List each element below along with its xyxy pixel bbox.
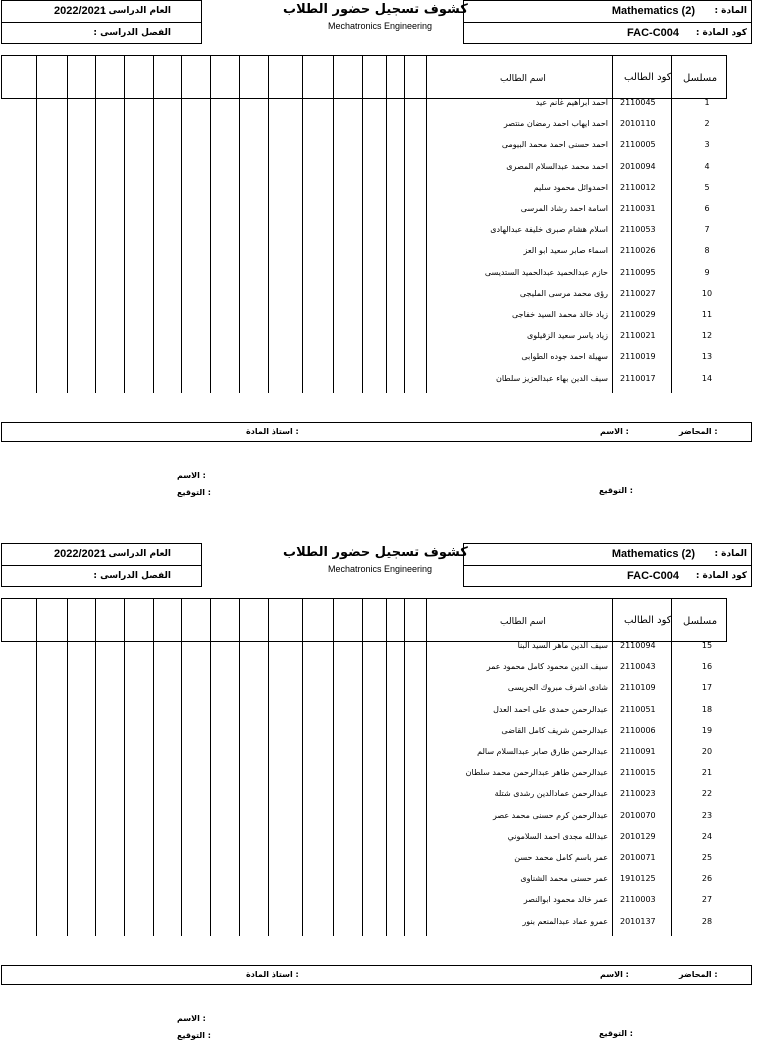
department-name: Mechatronics Engineering <box>328 21 433 31</box>
attendance-column-divider <box>210 598 211 936</box>
column-student-code: كود الطالب <box>624 615 672 626</box>
student-name: سيف الدين بهاء عبدالعزيز سلطان <box>495 373 608 383</box>
student-name: عبدالله مجدى احمد السلاموني <box>507 831 608 841</box>
table-row <box>0 892 740 913</box>
attendance-column-divider <box>671 55 672 393</box>
student-code: 2110012 <box>620 182 656 192</box>
column-serial: مسلسل <box>683 73 718 84</box>
student-code: 2110006 <box>620 725 656 735</box>
student-serial: 27 <box>701 895 713 905</box>
table-row <box>0 702 740 723</box>
attendance-column-divider <box>362 598 363 936</box>
student-code: 2110109 <box>620 683 656 693</box>
student-code: 2110029 <box>620 310 656 319</box>
column-serial: مسلسل <box>683 616 718 627</box>
table-row <box>0 286 740 307</box>
attendance-column-divider <box>268 598 269 936</box>
student-name: احمدوائل محمود سليم <box>533 182 608 192</box>
table-row <box>0 159 740 180</box>
sheet-title: كشوف تسجيل حضور الطلاب <box>283 2 468 17</box>
lecturer-label: المحاضر : <box>679 970 718 979</box>
column-student-code: كود الطالب <box>624 72 672 83</box>
student-code: 2110094 <box>620 641 656 650</box>
attendance-column-divider <box>67 598 68 936</box>
department-name: Mechatronics Engineering <box>328 564 433 574</box>
student-name: اسلام هشام صبرى خليفة عبدالهادى <box>490 225 608 235</box>
academic-year-value: 2022/2021 <box>54 5 106 17</box>
student-serial: 21 <box>701 768 713 778</box>
student-name: رؤى محمد مرسى المليجى <box>519 288 608 298</box>
student-code: 2110045 <box>620 98 656 107</box>
student-name: عبدالرحمن طاهر عبدالرحمن محمد سلطان <box>465 768 608 778</box>
attendance-column-divider <box>95 598 96 936</box>
attendance-column-divider <box>181 55 182 393</box>
student-name: شادى اشرف مبروك الجريسى <box>507 683 608 693</box>
professor-name-label: الاسم : <box>177 471 206 480</box>
attendance-column-divider <box>612 598 613 936</box>
student-serial: 4 <box>704 161 710 171</box>
table-row <box>0 243 740 264</box>
student-serial: 25 <box>701 853 713 862</box>
attendance-column-divider <box>404 55 405 393</box>
table-row <box>0 786 740 807</box>
student-serial: 7 <box>704 225 710 235</box>
attendance-column-divider <box>386 55 387 393</box>
student-code: 2110031 <box>620 204 656 213</box>
student-serial: 20 <box>701 747 713 756</box>
subject-value: Mathematics (2) <box>611 5 695 17</box>
student-name: حازم عبدالحميد عبدالحميد الستديسى <box>484 267 608 277</box>
table-header <box>1 55 727 99</box>
student-code: 2010071 <box>620 853 656 862</box>
attendance-column-divider <box>239 598 240 936</box>
table-row <box>0 201 740 222</box>
student-serial: 11 <box>701 310 713 319</box>
student-serial: 22 <box>701 789 713 799</box>
table-row <box>0 723 740 744</box>
sheet-title: كشوف تسجيل حضور الطلاب <box>283 545 468 560</box>
course-code-value: FAC-C004 <box>627 27 679 39</box>
attendance-column-divider <box>124 598 125 936</box>
student-code: 2110005 <box>620 140 656 150</box>
attendance-column-divider <box>362 55 363 393</box>
lecturer-signature-label: التوقيع : <box>599 486 633 495</box>
student-name: سيف الدين محمود كامل محمود عمر <box>486 662 608 672</box>
lecturer-label: المحاضر : <box>679 427 718 436</box>
student-name: احمد محمد عبدالسلام المصرى <box>506 161 608 171</box>
table-row <box>0 307 740 328</box>
student-name: عمر خالد محمود ابوالنصر <box>523 895 608 905</box>
attendance-column-divider <box>210 55 211 393</box>
student-serial: 18 <box>701 704 713 714</box>
table-row <box>0 328 740 349</box>
attendance-column-divider <box>333 598 334 936</box>
student-code: 1910125 <box>620 874 656 884</box>
subject-value: Mathematics (2) <box>611 548 695 560</box>
student-name: عبدالرحمن كرم حسنى محمد عصر <box>492 810 608 820</box>
table-row <box>0 180 740 201</box>
student-serial: 26 <box>701 874 713 884</box>
student-code: 2010137 <box>620 916 656 926</box>
attendance-column-divider <box>302 598 303 936</box>
attendance-column-divider <box>612 55 613 393</box>
attendance-column-divider <box>426 598 427 936</box>
course-code-label: كود المادة : <box>695 571 747 581</box>
table-row <box>0 680 740 701</box>
academic-year-box <box>1 543 202 587</box>
table-row <box>0 349 740 370</box>
student-serial: 6 <box>704 204 710 213</box>
attendance-column-divider <box>426 55 427 393</box>
academic-year-label: العام الدراسى : <box>101 6 171 16</box>
student-code: 2010110 <box>620 119 656 129</box>
table-row <box>0 659 740 680</box>
attendance-column-divider <box>239 55 240 393</box>
table-row <box>0 95 740 116</box>
attendance-column-divider <box>124 55 125 393</box>
lecturer-signature-label: التوقيع : <box>599 1029 633 1038</box>
student-code: 2110095 <box>620 267 656 277</box>
course-code-label: كود المادة : <box>695 28 747 38</box>
student-code: 2110043 <box>620 662 656 672</box>
student-name: سهيلة احمد جوده الطوابى <box>521 352 608 362</box>
table-row <box>0 222 740 243</box>
student-serial: 15 <box>701 641 713 650</box>
student-code: 2110017 <box>620 373 656 383</box>
student-serial: 3 <box>704 140 710 150</box>
table-row <box>0 914 740 935</box>
professor-signature-label: التوقيع : <box>177 488 211 497</box>
attendance-column-divider <box>333 55 334 393</box>
footer-box <box>1 422 752 442</box>
student-serial: 9 <box>704 267 710 277</box>
student-code: 2110023 <box>620 789 656 799</box>
attendance-column-divider <box>153 55 154 393</box>
semester-label: الفصل الدراسى : <box>93 28 171 38</box>
student-code: 2110019 <box>620 352 656 362</box>
semester-label: الفصل الدراسى : <box>93 571 171 581</box>
professor-name-label: الاسم : <box>177 1014 206 1023</box>
student-serial: 12 <box>701 331 713 341</box>
student-code: 2010129 <box>620 831 656 841</box>
student-serial: 5 <box>704 182 710 192</box>
student-name: عمرو عماد عبدالمنعم بنور <box>522 916 608 926</box>
attendance-sheet <box>0 543 768 1040</box>
student-name: عبدالرحمن حمدى على احمد العدل <box>493 704 608 714</box>
student-serial: 8 <box>704 246 710 256</box>
attendance-column-divider <box>153 598 154 936</box>
table-header <box>1 598 727 642</box>
subject-label: المادة : <box>714 549 747 559</box>
academic-year-box <box>1 0 202 44</box>
student-serial: 2 <box>704 119 710 129</box>
attendance-column-divider <box>181 598 182 936</box>
table-row <box>0 638 740 659</box>
student-code: 2110027 <box>620 288 656 298</box>
student-name: احمد ايهاب احمد رمضان منتصر <box>503 119 608 129</box>
table-row <box>0 765 740 786</box>
student-serial: 1 <box>704 98 710 107</box>
student-code: 2110053 <box>620 225 656 235</box>
table-row <box>0 116 740 137</box>
attendance-column-divider <box>36 55 37 393</box>
academic-year-value: 2022/2021 <box>54 548 106 560</box>
attendance-column-divider <box>404 598 405 936</box>
table-row <box>0 808 740 829</box>
student-name: احمد حسنى احمد محمد البيومى <box>501 140 608 150</box>
student-code: 2110091 <box>620 747 656 756</box>
student-name: عبدالرحمن طارق صابر عبدالسلام سالم <box>477 747 608 756</box>
table-row <box>0 744 740 765</box>
student-serial: 16 <box>701 662 713 672</box>
student-serial: 23 <box>701 810 713 820</box>
student-code: 2110026 <box>620 246 656 256</box>
student-name: عبدالرحمن عمادالدين رشدى شتلة <box>494 789 608 799</box>
subject-box <box>463 543 752 587</box>
footer-box <box>1 965 752 985</box>
table-row <box>0 137 740 158</box>
student-code: 2110021 <box>620 331 656 341</box>
attendance-column-divider <box>386 598 387 936</box>
student-name: عمر حسنى محمد الشناوى <box>520 874 608 884</box>
student-code: 2110003 <box>620 895 656 905</box>
student-name: اسماء صابر سعيد ابو العز <box>523 246 608 256</box>
student-name: سيف الدين ماهر السيد البنا <box>517 641 608 650</box>
attendance-column-divider <box>268 55 269 393</box>
professor-label: استاذ المادة : <box>246 970 299 979</box>
student-name: اسامة احمد رشاد المرسى <box>520 204 608 213</box>
professor-label: استاذ المادة : <box>246 427 299 436</box>
student-serial: 17 <box>701 683 713 693</box>
attendance-column-divider <box>671 598 672 936</box>
subject-box <box>463 0 752 44</box>
table-row <box>0 371 740 392</box>
student-code: 2010094 <box>620 161 656 171</box>
student-code: 2110051 <box>620 704 656 714</box>
academic-year-label: العام الدراسى : <box>101 549 171 559</box>
lecturer-name-label: الاسم : <box>600 427 629 436</box>
professor-signature-label: التوقيع : <box>177 1031 211 1040</box>
student-serial: 24 <box>701 831 713 841</box>
student-serial: 14 <box>701 373 713 383</box>
column-student-name: اسم الطالب <box>500 74 546 84</box>
student-name: زياد ياسر سعيد الزقيلوى <box>526 331 608 341</box>
attendance-column-divider <box>36 598 37 936</box>
student-name: عبدالرحمن شريف كامل القاضى <box>501 725 608 735</box>
attendance-column-divider <box>95 55 96 393</box>
table-row <box>0 829 740 850</box>
student-code: 2110015 <box>620 768 656 778</box>
student-serial: 28 <box>701 916 713 926</box>
lecturer-name-label: الاسم : <box>600 970 629 979</box>
student-code: 2010070 <box>620 810 656 820</box>
attendance-column-divider <box>302 55 303 393</box>
attendance-column-divider <box>67 55 68 393</box>
student-name: زياد خالد محمد السيد خفاجى <box>511 310 608 319</box>
table-row <box>0 265 740 286</box>
student-serial: 13 <box>701 352 713 362</box>
subject-label: المادة : <box>714 6 747 16</box>
table-row <box>0 850 740 871</box>
student-serial: 10 <box>701 288 713 298</box>
column-student-name: اسم الطالب <box>500 617 546 627</box>
student-name: عمر باسم كامل محمد حسن <box>514 853 608 862</box>
table-row <box>0 871 740 892</box>
course-code-value: FAC-C004 <box>627 570 679 582</box>
student-name: احمد ابراهيم غانم عيد <box>535 98 608 107</box>
attendance-sheet <box>0 0 768 497</box>
student-serial: 19 <box>701 725 713 735</box>
